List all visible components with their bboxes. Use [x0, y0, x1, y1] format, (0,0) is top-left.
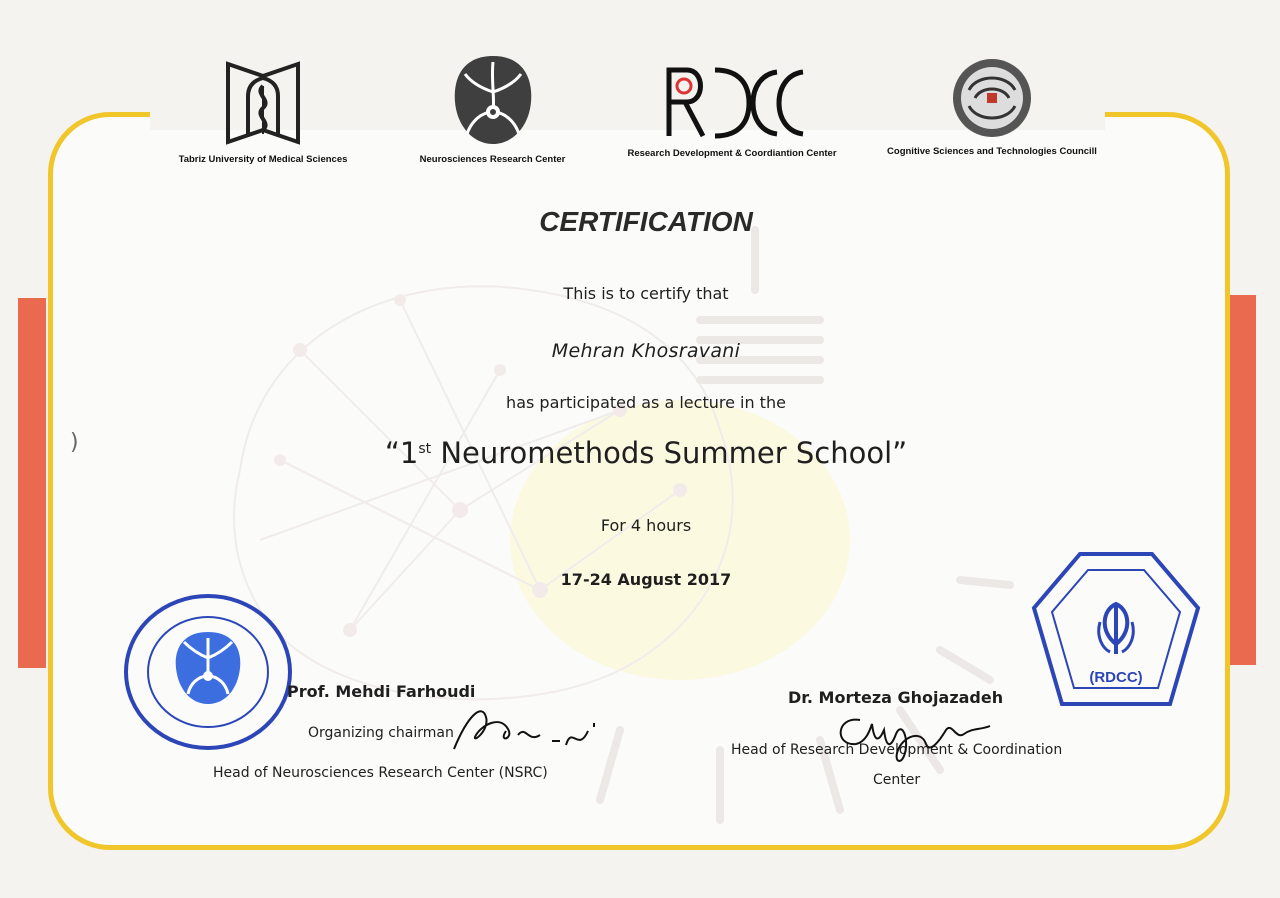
rdcc-stamp: [1030, 550, 1202, 710]
nsrc-stamp: [122, 592, 294, 752]
left-signatory-position: Head of Neurosciences Research Center (NSRC): [213, 765, 548, 781]
cognitive-sciences-emblem-icon: [951, 56, 1033, 140]
brain-icon: [451, 52, 535, 148]
paper-mark: ): [70, 430, 79, 455]
rdcc-stamp-label: (RDCC): [1089, 669, 1143, 686]
event-ordinal: st: [418, 441, 432, 457]
neurosciences-research-center-logo: [410, 52, 575, 165]
logo-caption: Cognitive Sciences and Technologies Councill: [887, 146, 1097, 157]
event-name: [0, 436, 1280, 470]
right-signatory-position-line1: Head of Research Development & Coordination: [731, 742, 1063, 758]
right-signatory-position-line2: Center: [873, 772, 921, 788]
right-signatory-name: Dr. Morteza Ghojazadeh: [788, 688, 1004, 707]
rdcc-logo: [622, 62, 842, 159]
logo-caption: Neurosciences Research Center: [419, 154, 566, 165]
event-open: “1: [384, 436, 419, 470]
dates-line: 17-24 August 2017: [560, 570, 732, 589]
book-mosque-icon: [218, 56, 308, 148]
tabriz-university-logo: [168, 56, 358, 165]
rdcc-letters-icon: [657, 62, 807, 142]
logo-caption: Tabriz University of Medical Sciences: [178, 154, 348, 165]
cognitive-sciences-council-logo: [872, 56, 1112, 157]
certify-line: This is to certify that: [563, 284, 729, 303]
participation-line: has participated as a lecture in the: [506, 393, 786, 412]
left-signatory-role: Organizing chairman: [308, 725, 454, 741]
left-signatory-name: Prof. Mehdi Farhoudi: [287, 682, 476, 701]
duration-line: For 4 hours: [600, 516, 692, 535]
certificate-title: CERTIFICATION: [539, 206, 753, 237]
logo-caption: Research Development & Coordiantion Center: [627, 148, 837, 159]
event-rest: Neuromethods Summer School”: [440, 436, 908, 470]
recipient-name: Mehran Khosravani: [551, 340, 741, 362]
right-signature: [826, 700, 996, 780]
left-signature: [448, 695, 608, 765]
